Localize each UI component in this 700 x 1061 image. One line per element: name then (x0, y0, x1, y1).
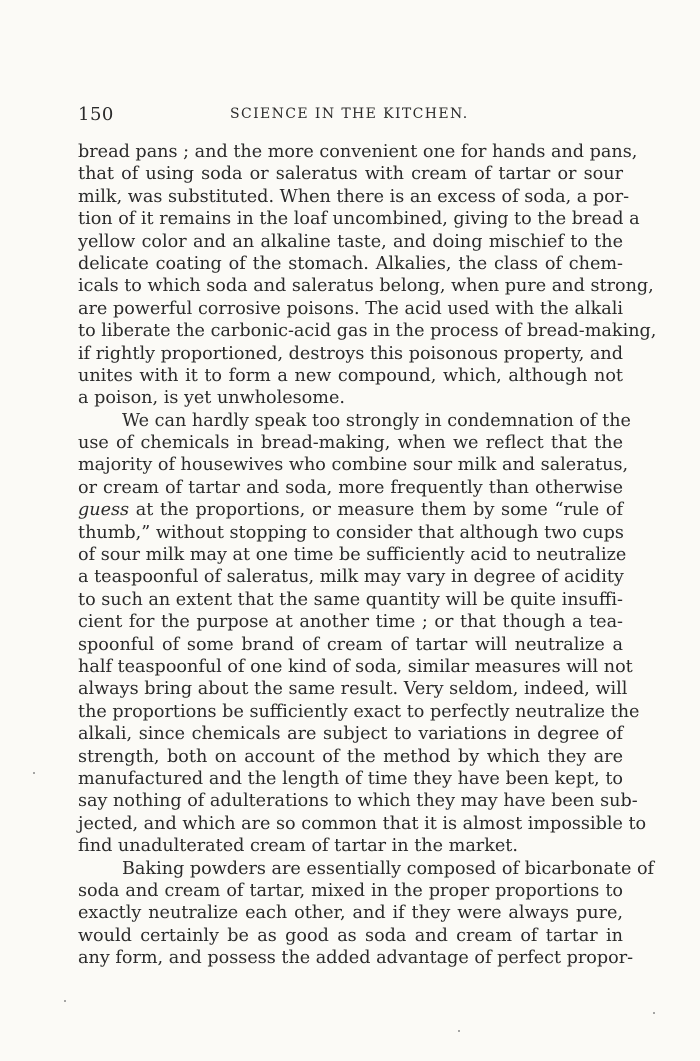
paragraph-line: a teaspoonful of saleratus, milk may vary in degree of acidity (78, 567, 624, 588)
paragraph-line: would certainly be as good as soda and cream of tartar in (78, 925, 623, 946)
paragraph-line: thumb,” without stopping to consider that although two cups (78, 522, 624, 543)
paragraph-line: any form, and possess the added advantage of perfect propor- (78, 948, 634, 969)
running-head (78, 104, 623, 126)
paragraph-line: of sour milk may at one time be sufficiently acid to neutralize (78, 545, 627, 566)
paragraph-line: half teaspoonful of one kind of soda, similar measures will not (78, 656, 633, 677)
paragraph-line: say nothing of adulterations to which they may have been sub- (78, 791, 638, 812)
paragraph-line: unites with it to form a new compound, which, although not (78, 365, 623, 386)
paragraph-line: milk, was substituted. When there is an excess of soda, a por- (78, 186, 630, 207)
paragraph-line: cient for the purpose at another time ; or that though a tea- (78, 612, 623, 633)
paragraph-line: to liberate the carbonic-acid gas in the process of bread-making, (78, 321, 657, 342)
paper-speck (458, 1030, 460, 1032)
paragraph-line: or cream of tartar and soda, more frequently than otherwise (78, 477, 623, 498)
paragraph-line: bread pans ; and the more convenient one for hands and pans, (78, 142, 638, 162)
page-number: 150 (78, 104, 114, 125)
paragraph-line: always bring about the same result. Very seldom, indeed, will (78, 679, 628, 700)
paragraph-line: tion of it remains in the loaf uncombined, giving to the bread a (78, 209, 640, 230)
paragraph-line: soda and cream of tartar, mixed in the proper proportions to (78, 880, 623, 901)
paragraph-line: a poison, is yet unwholesome. (78, 388, 345, 409)
paragraph-line: icals to which soda and saleratus belong, when pure and strong, (78, 276, 654, 297)
paragraph-line: if rightly proportioned, destroys this poisonous property, and (78, 343, 623, 364)
paragraph-line: the proportions be sufficiently exact to perfectly neutralize the (78, 701, 640, 722)
paragraph-line: Baking powders are essentially composed of bicarbonate of (122, 858, 655, 879)
paragraph-line (78, 499, 623, 521)
paper-speck (33, 772, 35, 774)
line-text: at the proportions, or measure them by some “rule of (129, 500, 623, 521)
paragraph-line: are powerful corrosive poisons. The acid used with the alkali (78, 298, 623, 319)
paragraph-line: majority of housewives who combine sour milk and saleratus, (78, 455, 629, 476)
paragraph-line: delicate coating of the stomach. Alkalies, the class of chem- (78, 253, 623, 274)
paragraph-line: We can hardly speak too strongly in condemnation of the (122, 410, 631, 431)
paragraph-line: strength, both on account of the method by which they are (78, 746, 623, 767)
paper-speck (64, 1000, 66, 1002)
paragraph-line: jected, and which are so common that it is almost impossible to (78, 813, 647, 834)
paper-speck (653, 1012, 655, 1014)
running-title: SCIENCE IN THE KITCHEN. (230, 106, 469, 122)
paragraph-line: manufactured and the length of time they have been kept, to (78, 768, 623, 789)
body-text (78, 141, 657, 969)
paragraph-line: yellow color and an alkaline taste, and doing mischief to the (78, 231, 623, 252)
paragraph-line: use of chemicals in bread-making, when we reflect that the (78, 433, 623, 454)
paragraph-line: to such an extent that the same quantity will be quite insuffi- (78, 589, 623, 610)
paragraph-line: find unadulterated cream of tartar in the market. (78, 836, 518, 857)
paragraph-line: that of using soda or saleratus with cream of tartar or sour (78, 164, 623, 185)
paragraph-line: alkali, since chemicals are subject to variations in degree of (78, 724, 623, 745)
italic-word: guess (78, 500, 130, 521)
paragraph-line: exactly neutralize each other, and if they were always pure, (78, 903, 623, 924)
paragraph-line: spoonful of some brand of cream of tartar will neutralize a (78, 634, 623, 655)
